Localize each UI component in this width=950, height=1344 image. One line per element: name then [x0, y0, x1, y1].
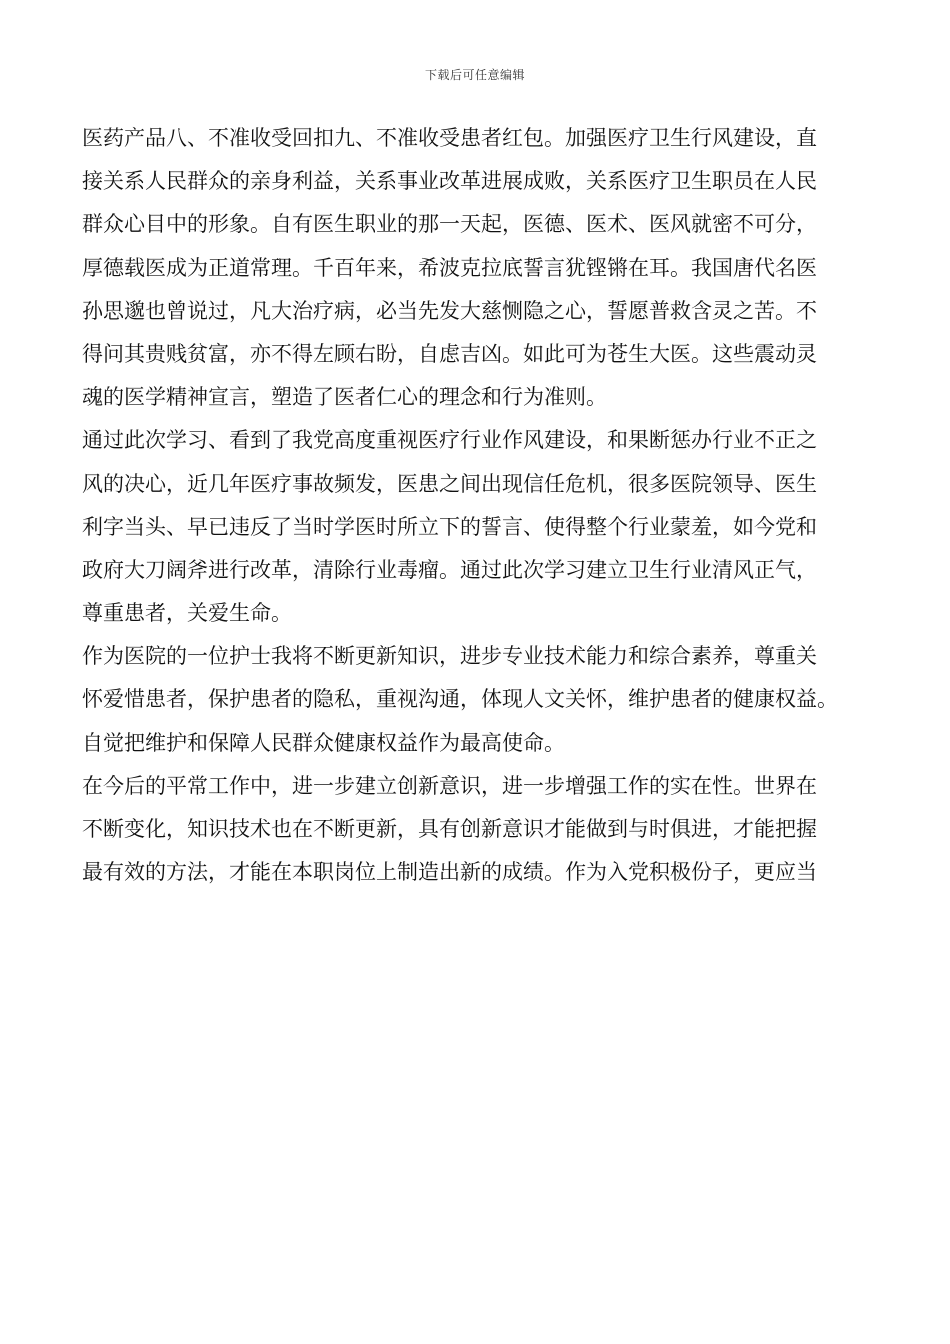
text-line: 政府大刀阔斧进行改革，清除行业毒瘤。通过此次学习建立卫生行业清风正气， — [82, 557, 817, 582]
text-line: 尊重患者，关爱生命。 — [82, 601, 292, 626]
document-body — [82, 117, 874, 894]
text-line: 接关系人民群众的亲身利益，关系事业改革进展成败，关系医疗卫生职员在人民 — [82, 169, 817, 194]
text-line: 在今后的平常工作中，进一步建立创新意识，进一步增强工作的实在性。世界在 — [82, 773, 817, 798]
text-line: 群众心目中的形象。自有医生职业的那一天起，医德、医术、医风就密不可分， — [82, 212, 817, 237]
page-header: 下载后可任意编辑 — [424, 68, 525, 82]
text-line: 风的决心，近几年医疗事故频发，医患之间出现信任危机，很多医院领导、医生 — [82, 471, 817, 496]
text-line: 不断变化，知识技术也在不断更新，具有创新意识才能做到与时俱进，才能把握 — [82, 817, 817, 841]
text-line: 利字当头、早已违反了当时学医时所立下的誓言、使得整个行业蒙羞，如今党和 — [82, 514, 817, 539]
text-line: 孙思邈也曾说过，凡大治疗病，必当先发大慈恻隐之心，誓愿普救含灵之苦。不 — [82, 298, 817, 323]
text-line: 作为医院的一位护士我将不断更新知识，进步专业技术能力和综合素养，尊重关 — [82, 644, 817, 669]
text-line: 厚德载医成为正道常理。千百年来，希波克拉底誓言犹铿锵在耳。我国唐代名医 — [82, 255, 817, 280]
text-line: 通过此次学习、看到了我党高度重视医疗行业作风建设，和果断惩办行业不正之 — [82, 428, 817, 453]
text-line: 魂的医学精神宣言，塑造了医者仁心的理念和行为准则。 — [82, 385, 607, 410]
text-line: 医药产品八、不准收受回扣九、不准收受患者红包。加强医疗卫生行风建设，直 — [82, 126, 817, 150]
text-line: 自觉把维护和保障人民群众健康权益作为最高使命。 — [82, 730, 565, 755]
text-line: 最有效的方法，才能在本职岗位上制造出新的成绩。作为入党积极份子，更应当 — [82, 860, 817, 885]
text-line: 得问其贵贱贫富，亦不得左顾右盼，自虑吉凶。如此可为苍生大医。这些震动灵 — [82, 341, 817, 366]
text-line: 怀爱惜患者，保护患者的隐私，重视沟通，体现人文关怀，维护患者的健康权益。 — [82, 687, 838, 712]
